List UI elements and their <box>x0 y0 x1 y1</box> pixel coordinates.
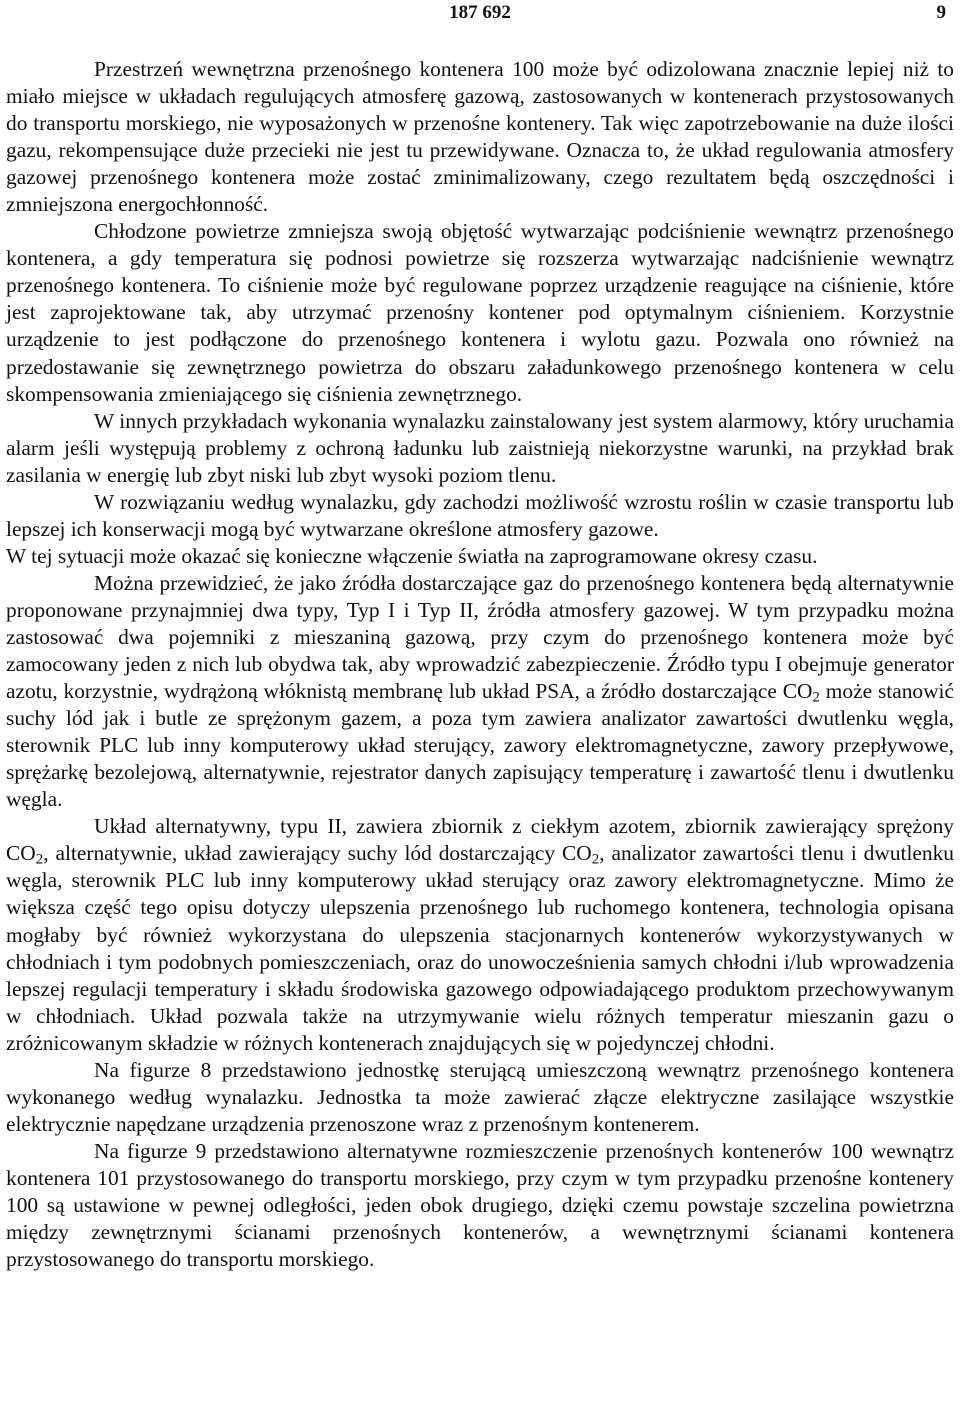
formula-subscript: 2 <box>35 852 44 869</box>
formula-base: CO <box>562 841 592 866</box>
formula-subscript: 2 <box>812 689 820 706</box>
paragraph <box>6 570 954 813</box>
chemical-formula-co2 <box>782 679 820 706</box>
paragraph: Przestrzeń wewnętrzna przenośnego kontenera 100 może być odizolowana znacznie lepiej niż to miało miejsce w układach regulujących atmosferę gazową, zastosowanych w kontenerach przystosowanych do transportu morskiego, nie wyposażonych w przenośne kontenery. Tak więc zapotrzebowanie na duże ilości gazu, rekompensujące duże przecieki nie jest tu przewidywane. Oznacza to, że układ regulowania atmosfery gazowej przenośnego kontenera może zostać zminimalizowany, czego rezultatem będą oszczędności i zmniejszona energochłonność. <box>6 57 954 217</box>
paragraph: W rozwiązaniu według wynalazku, gdy zachodzi możliwość wzrostu roślin w czasie transportu lub lepszej ich konserwacji mogą być wytwarzane określone atmosfery gazowe. <box>6 489 954 541</box>
body-text <box>6 56 954 1273</box>
paragraph: W tej sytuacji może okazać się konieczne włączenie światła na zaprogramowane okresy czasu. <box>6 543 818 568</box>
paragraph: Na figurze 9 przedstawiono alternatywne rozmieszczenie przenośnych kontenerów 100 wewnątrz kontenera 101 przystosowanego do transportu morskiego, przy czym w tym przypadku przenośne kontenery 100 są ustawione w pewnej odległości, jeden obok drugiego, dzięki czemu powstaje szczelina powietrzna między zewnętrznymi ścianami przenośnych kontenerów, a wewnętrznymi ścianami kontenera przystosowanego do transportu morskiego. <box>6 1138 954 1272</box>
paragraph-text: może stanowić suchy lód jak i butle ze sprężonym gazem, a poza tym zawiera analizator zawartości dwutlenku węgla, sterownik PLC lub inny komputerowy układ sterujący, zawory elektromagnetyczne, zawory przepływowe, sprężarkę bezolejową, alternatywnie, rejestrator danych zapisujący temperaturę i zawartość tlenu i dwutlenku węgla. <box>6 679 954 812</box>
paragraph: W innych przykładach wykonania wynalazku zainstalowany jest system alarmowy, który uruchamia alarm jeśli występują problemy z ochroną ładunku lub zaistnieją niekorzystne warunki, na przykład brak zasilania w energię lub zbyt niski lub zbyt wysoki poziom tlenu. <box>6 408 954 487</box>
paragraph: Na figurze 8 przedstawiono jednostkę sterującą umieszczoną wewnątrz przenośnego kontenera wykonanego według wynalazku. Jednostka ta może zawierać złącze elektryczne zasilające wszystkie elektrycznie napędzane urządzenia przenoszone wraz z przenośnym kontenerem. <box>6 1057 954 1136</box>
page-number: 9 <box>936 2 946 23</box>
paragraph-text: Układ alternatywny, typu II, zawiera zbiornik z ciekłym azotem, zbiornik zawierający sprężony <box>94 814 954 839</box>
formula-base: CO <box>782 679 813 704</box>
paragraph: Chłodzone powietrze zmniejsza swoją objętość wytwarzając podciśnienie wewnątrz przenośnego kontenera, a gdy temperatura się podnosi powietrze się rozszerza wytwarzając nadciśnienie wewnątrz przenośnego kontenera. To ciśnienie może być regulowane poprzez urządzenie reagujące na ciśnienie, które jest zaprojektowane tak, aby utrzymać przenośny kontener pod optymalnym ciśnieniem. Korzystnie urządzenie to jest podłączone do przenośnego kontenera i wylotu gazu. Pozwala ono również na przedostawanie się zewnętrznego powietrza do obszaru załadunkowego przenośnego kontenera w celu skompensowania zmieniającego się ciśnienia zewnętrznego. <box>6 219 954 406</box>
chemical-formula-co2 <box>562 841 600 869</box>
paragraph-text: , analizator zawartości tlenu i dwutlenku węgla, sterownik PLC lub inny komputerowy układ sterujący oraz zawory elektromagnetyczne. Mimo że większa część tego opisu dotyczy ulepszenia przenośnego lub ruchomego kontenera, technologia opisana mogłaby być również wykorzystana do ulepszenia stacjonarnych kontenerów wykorzystywanych w chłodniach i tym podobnych pomieszczeniach, oraz do unowocześnienia samych chłodni i/lub wprowadzenia lepszej regulacji temperatury i składu środowiska gazowego odpowiadającego produktom przechowywanym w chłodniach. Układ pozwala także na utrzymywanie wielu różnych temperatur mieszanin gazu o zróżnicowanym składzie w różnych kontenerach znajdujących się w pojedynczej chłodni. <box>6 841 954 1055</box>
chemical-formula-co2 <box>6 841 44 869</box>
formula-subscript: 2 <box>591 852 600 869</box>
paragraph-text: Można przewidzieć, że jako źródła dostarczające gaz do przenośnego kontenera będą alternatywnie proponowane przynajmniej dwa typy, Typ I i Typ II, źródła atmosfery gazowej. W tym przypadku można zastosować dwa pojemniki z mieszaniną gazową, przy czym do przenośnego kontenera może być zamocowany jeden z nich lub obydwa tak, aby wprowadzić zabezpieczenie. Źródło typu I obejmuje generator azotu, korzystnie, wydrążoną włóknistą membranę lub układ PSA, a źródło dostarczające <box>6 570 954 704</box>
document-number: 187 692 <box>449 2 511 23</box>
paragraph <box>6 813 954 1056</box>
paragraph-text: , alternatywnie, układ zawierający suchy lód dostarczający <box>43 841 563 866</box>
formula-base: CO <box>6 841 36 866</box>
page-header <box>0 0 960 28</box>
